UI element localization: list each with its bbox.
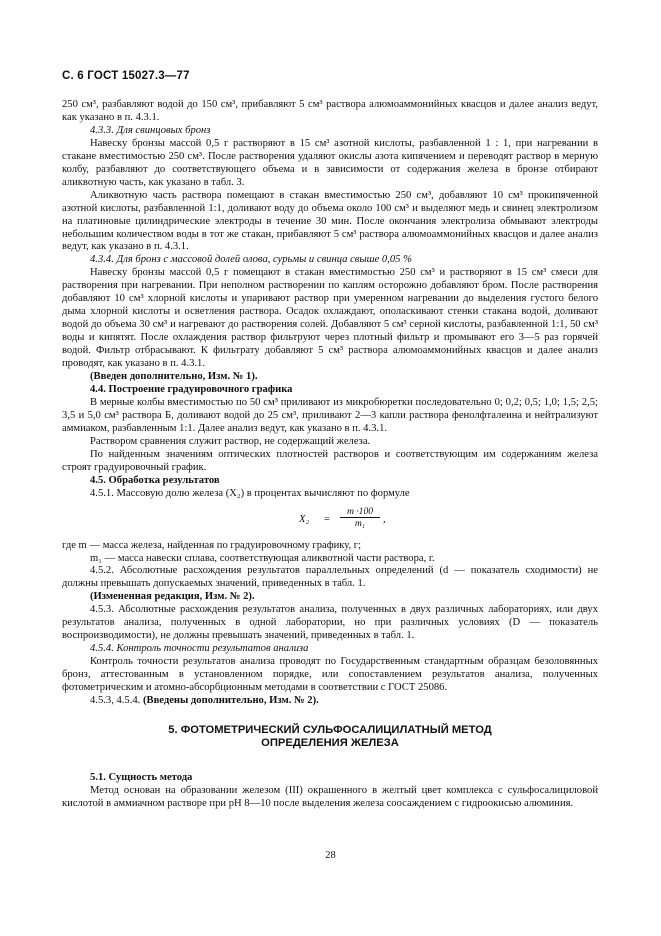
paragraph-4-3-3-a: Навеску бронзы массой 0,5 г растворяют в 15 см³ азотной кислоты, разбавленной 1 : 1, при нагревании в стакане вместимостью 250 см³. После растворения удаляют окислы азота кипячением и переводят раствор в мерную колбу, разбавляют до соответствующего объема и в зависимости от содержания железа в бронзе отбирают аликвотную часть, как указано в табл. 3. <box>62 137 598 188</box>
document-body <box>62 99 598 811</box>
section-5-title-line-2: ОПРЕДЕЛЕНИЯ ЖЕЛЕЗА <box>261 736 399 749</box>
formula-fraction <box>340 506 380 529</box>
section-5-title-line-1: 5. ФОТОМЕТРИЧЕСКИЙ СУЛЬФОСАЛИЦИЛАТНЫЙ МЕТОД <box>168 723 492 736</box>
amendment-note-3 <box>62 695 598 708</box>
formula-x2 <box>62 505 598 532</box>
subheading-4-5-4: 4.5.4. Контроль точности результатов анализа <box>90 643 309 655</box>
amendment-note-2: (Измененная редакция, Изм. № 2). <box>90 591 255 603</box>
paragraph-4-3-3-b: Аликвотную часть раствора помещают в стакан вместимостью 250 см³, добавляют 10 см³ прокипяченной азотной кислоты, разбавленной 1:1, доливают воду до объема около 100 см³ и выделяют медь и свинец электролизом на платиновые цилиндрические электроды в течение 30 мин. После окончания электролиза обмывают электроды небольшим количеством воды в тот же стакан, прибавляют 5 см³ раствора алюмоаммонийных квасцов и далее анализ ведут, как указано в п. 4.3.1. <box>62 189 598 253</box>
formula-comma: , <box>383 513 386 525</box>
amendment-note-1: (Введен дополнительно, Изм. № 1). <box>90 371 258 383</box>
paragraph-4-5-3: 4.5.3. Абсолютные расхождения результатов анализа, полученных в двух различных лабораториях, или двух результатов анализа, полученных в одной лаборатории, но при различных условиях (D — показатель воспроизводимости), не должны превышать значений, приведенных в табл. 1. <box>62 604 598 642</box>
paragraph-4-5-1: 4.5.1. Массовую долю железа (X₂) в процентах вычисляют по формуле <box>90 487 410 499</box>
paragraph-4-4-b: Раствором сравнения служит раствор, не содержащий железа. <box>90 435 371 447</box>
heading-4-4: 4.4. Построение градуировочного графика <box>90 383 293 395</box>
subheading-4-3-4: 4.3.4. Для бронз с массовой долей олова, сурьмы и свинца свыше 0,05 % <box>90 254 412 266</box>
amendment-note-3-text: (Введены дополнительно, Изм. № 2). <box>142 694 319 706</box>
paragraph-continuation: 250 см³, разбавляют водой до 150 см³, прибавляют 5 см³ раствора алюмоаммонийных квасцов и далее анализ ведут, как указано в п. 4.3.1. <box>62 99 598 123</box>
formula-lhs: X₂ <box>299 513 310 525</box>
legend-m: где m — масса железа, найденная по градуировочному графику, г; <box>62 539 362 551</box>
paragraph-4-4-c: По найденным значениям оптических плотностей растворов и соответствующим им содержаниям железа строят градуировочный график. <box>62 448 598 473</box>
legend-m1: m₁ — масса навески сплава, соответствующая аликвотной части раствора, г. <box>90 552 435 564</box>
section-5-title <box>62 724 598 750</box>
formula-equals: = <box>324 513 330 525</box>
paragraph-4-5-4: Контроль точности результатов анализа проводят по Государственным стандартным образцам безоловянных бронз, аттестованным в установленном порядке, или сопоставлением результатов анализа, полученных фотометрическим и атомно-абсорбционным методами в соответствии с ГОСТ 25086. <box>62 656 598 694</box>
page-number: 28 <box>325 850 336 861</box>
formula-numerator: m ·100 <box>340 506 380 518</box>
paragraph-4-4-a: В мерные колбы вместимостью по 50 см³ приливают из микробюретки последовательно 0; 0,2; 0,5; 1,0; 1,5; 2,5; 3,5 и 5,0 см³ раствора Б, доливают водой до 25 см³, приливают 2—3 капли раствора фенолфталеина и нейтрализуют аммиаком, разбавленным 1:1. Далее анализ ведут, как указано в п. 4.3.1. <box>62 396 598 434</box>
heading-5-1: 5.1. Сущность метода <box>90 771 193 783</box>
paragraph-5-1: Метод основан на образовании железом (III) окрашенного в желтый цвет комплекса с сульфосалициловой кислотой в аммиачном растворе при pH 8—10 после выделения железа соосаждением с гидроокисью алюминия. <box>62 784 598 809</box>
heading-4-5: 4.5. Обработка результатов <box>90 474 220 486</box>
subheading-4-3-3: 4.3.3. Для свинцовых бронз <box>90 124 211 136</box>
paragraph-4-5-2: 4.5.2. Абсолютные расхождения результатов параллельных определений (d — показатель сходимости) не должны превышать допускаемых значений, приведенных в табл. 1. <box>62 565 598 590</box>
page-header: С. 6 ГОСТ 15027.3—77 <box>62 70 190 82</box>
paragraph-4-3-4: Навеску бронзы массой 0,5 г помещают в стакан вместимостью 250 см³ и растворяют в 15 см³ смеси для растворения при нагревании. При неполном растворении по каплям осторожно добавляют бром. После растворения добавляют 10 см³ хлорной кислоты и упаривают раствор при умеренном нагревании до выделения густого белого дыма хлорной кислоты и осветления раствора. Осадок охлаждают, ополаскивают стенки стакана водой, доливают водой до объема 30 см³ и нагревают до растворения солей. Добавляют 5 см³ серной кислоты, разбавленной 1:1, 50 см³ воды и кипятят. После охлаждения раствор фильтруют через плотный фильтр и промывают его 3—5 раз горячей водой. Фильтр отбрасывают. К фильтрату добавляют 5 см³ раствора алюмоаммонийных квасцов и далее анализ проводят, как указано в п. 4.3.1. <box>62 267 598 370</box>
amendment-note-3-prefix: 4.5.3, 4.5.4. <box>90 694 143 706</box>
formula-denominator: m₁ <box>354 517 366 529</box>
